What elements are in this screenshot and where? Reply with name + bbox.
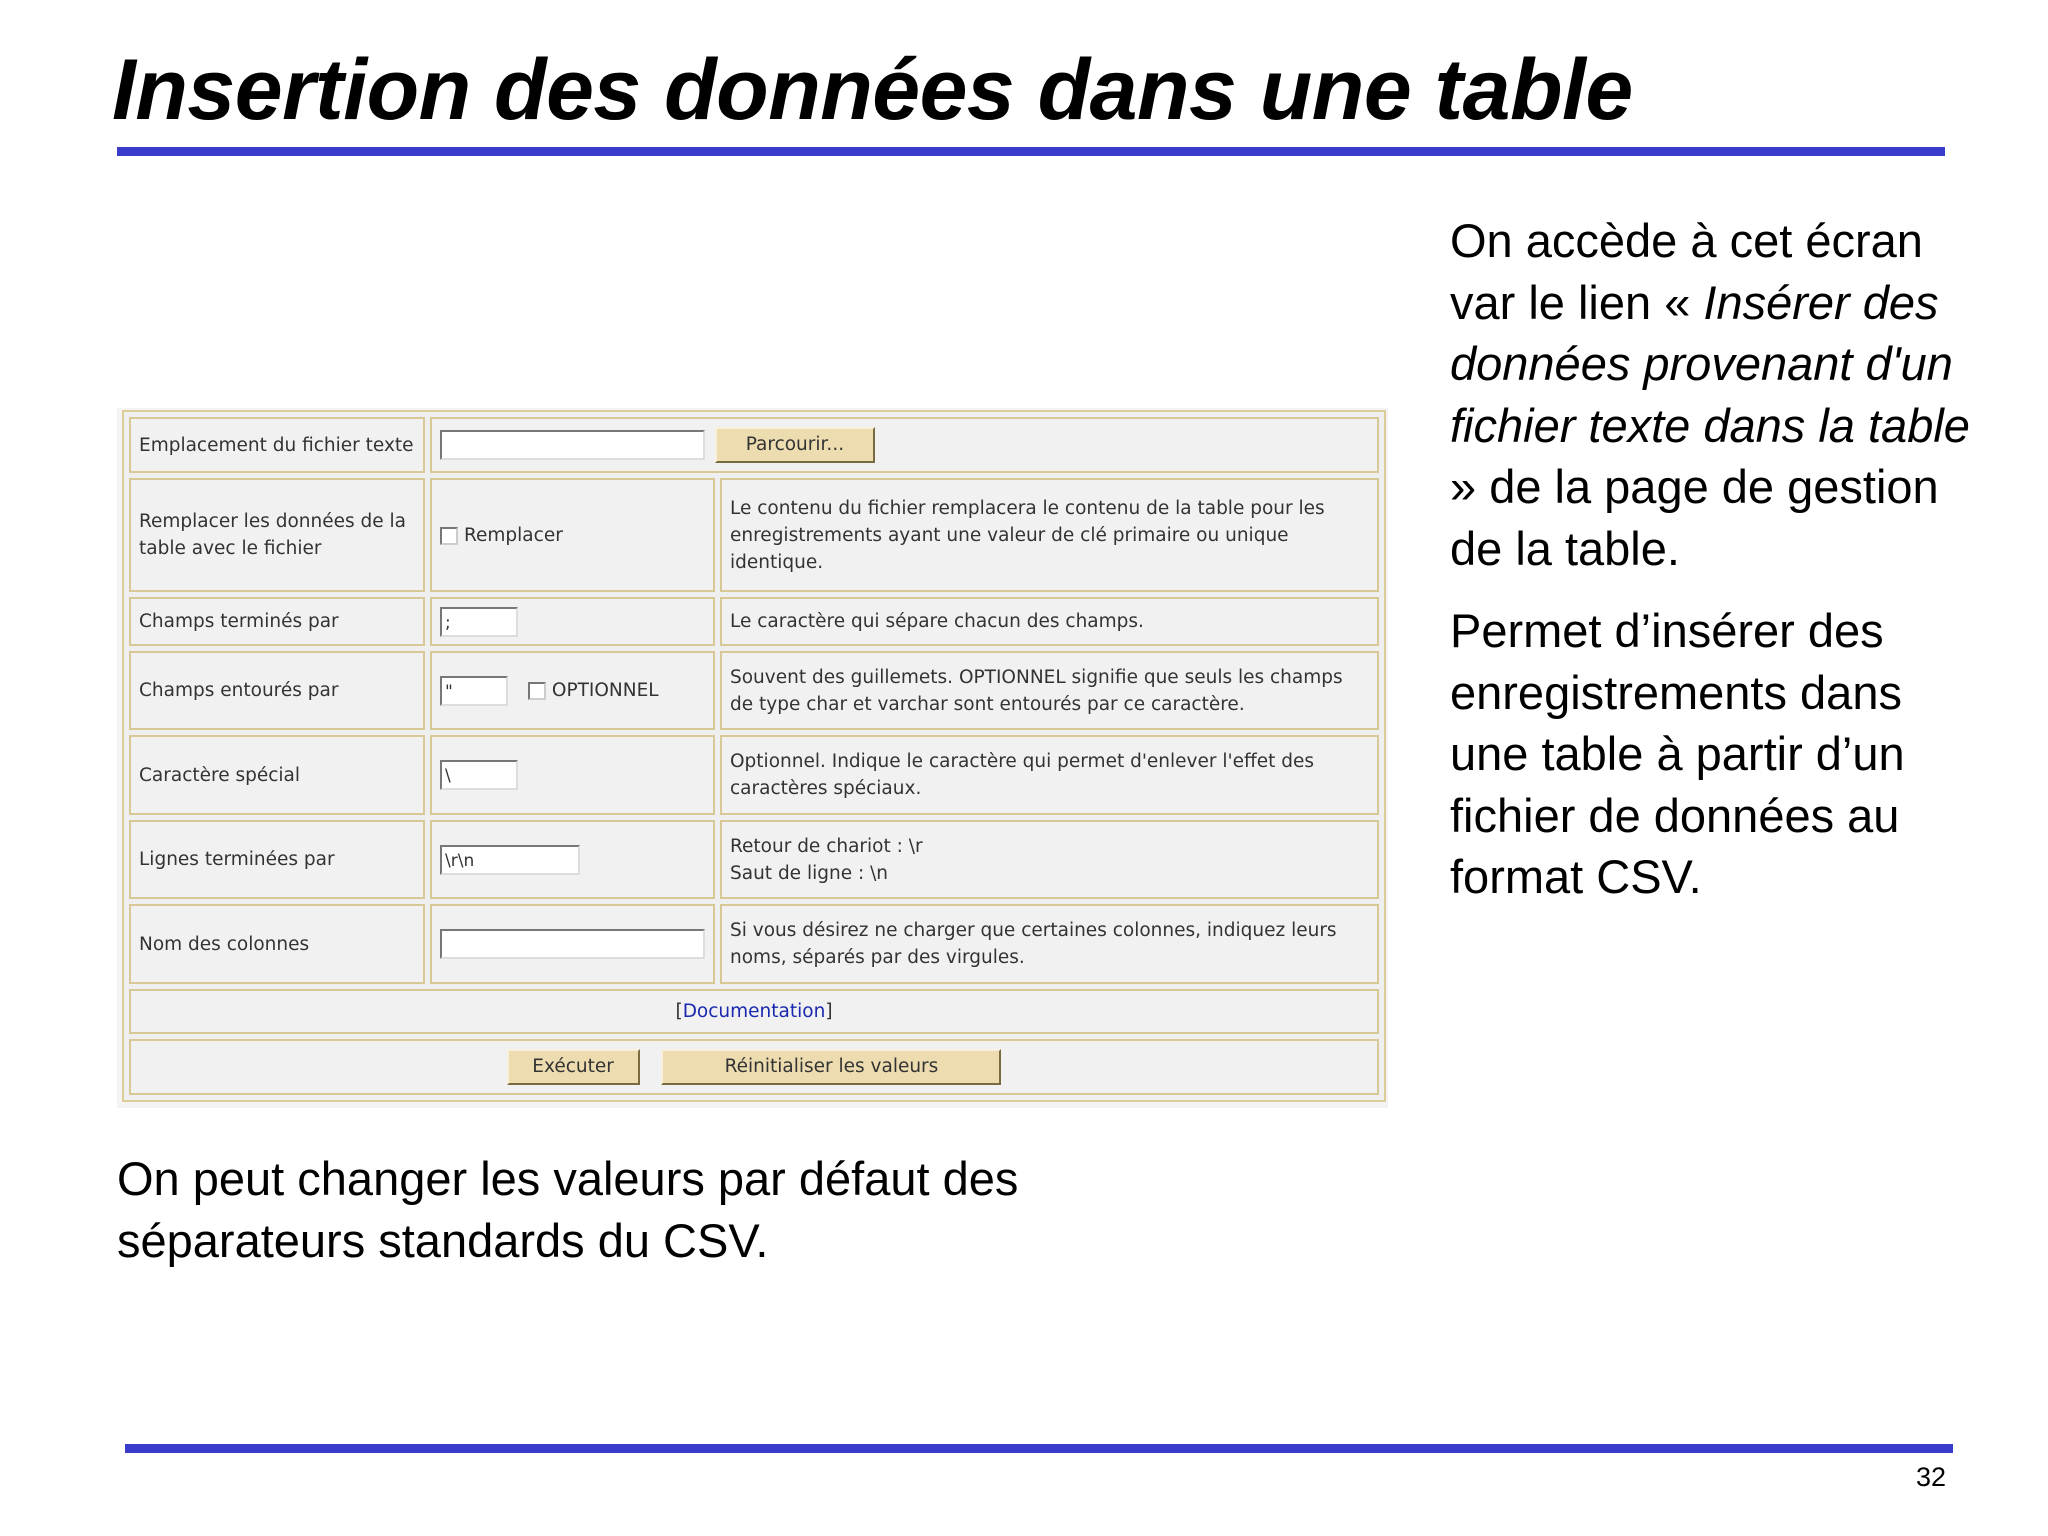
form-row-lines-terminated <box>129 820 1379 899</box>
fields-enclosed-help-text: Souvent des guillemets. OPTIONNEL signifie que seuls les champs de type char et varchar sont entourés par ce caractère. <box>720 651 1379 730</box>
slide-title: Insertion des données dans une table <box>112 42 1633 138</box>
import-form-table <box>122 410 1386 1102</box>
form-buttons-cell <box>129 1039 1379 1095</box>
replace-checkbox[interactable] <box>440 527 458 545</box>
form-row-fields-terminated <box>129 597 1379 646</box>
lines-terminated-input[interactable]: \r\n <box>440 845 580 875</box>
replace-help-text: Le contenu du fichier remplacera le contenu de la table pour les enregistrements ayant une valeur de clé primaire ou unique identique. <box>720 478 1379 592</box>
form-row-file <box>129 417 1379 473</box>
execute-button[interactable]: Exécuter <box>507 1049 640 1085</box>
reset-values-button[interactable]: Réinitialiser les valeurs <box>661 1049 1001 1085</box>
fields-terminated-input[interactable]: ; <box>440 607 518 637</box>
column-names-label: Nom des colonnes <box>129 904 425 983</box>
browse-button[interactable]: Parcourir... <box>715 427 875 463</box>
slide-caption: On peut changer les valeurs par défaut des séparateurs standards du CSV. <box>117 1152 1019 1267</box>
title-underline <box>117 147 1945 156</box>
fields-enclosed-input[interactable]: " <box>440 676 508 706</box>
form-row-column-names <box>129 904 1379 983</box>
lines-terminated-cell <box>430 820 715 899</box>
insert-data-link-name: Insérer des données provenant d'un fichier texte dans la table <box>1450 275 1970 452</box>
column-names-cell <box>430 904 715 983</box>
form-row-documentation <box>129 989 1379 1034</box>
lines-terminated-help-text <box>720 820 1379 899</box>
escape-char-help-text: Optionnel. Indique le caractère qui permet d'enlever l'effet des caractères spéciaux. <box>720 735 1379 814</box>
fields-enclosed-label: Champs entourés par <box>129 651 425 730</box>
file-location-cell <box>430 417 1379 473</box>
side-paragraph-purpose: Permet d’insérer des enregistrements dans une table à partir d’un fichier de données au format CSV. <box>1450 604 1905 903</box>
lines-terminated-label: Lignes terminées par <box>129 820 425 899</box>
line-feed-help: Saut de ligne : \n <box>730 862 889 884</box>
documentation-link[interactable]: Documentation <box>682 1000 826 1022</box>
side-paragraph-access: On accède à cet écran var le lien « Insérer des données provenant d'un fichier texte dans la table » de la page de gestion de la table. <box>1450 214 1970 575</box>
footer-rule <box>125 1444 1953 1453</box>
documentation-bracket-open: [ <box>675 1000 683 1022</box>
column-names-help-text: Si vous désirez ne charger que certaines colonnes, indiquez leurs noms, séparés par des virgules. <box>720 904 1379 983</box>
optional-checkbox[interactable] <box>528 682 546 700</box>
form-row-fields-enclosed <box>129 651 1379 730</box>
replace-checkbox-label: Remplacer <box>464 524 563 546</box>
documentation-bracket-close: ] <box>825 1000 833 1022</box>
optional-checkbox-label: OPTIONNEL <box>551 679 659 701</box>
replace-data-label: Remplacer les données de la table avec le fichier <box>129 478 425 592</box>
page-number: 32 <box>1915 1462 1946 1492</box>
escape-char-label: Caractère spécial <box>129 735 425 814</box>
documentation-cell <box>129 989 1379 1034</box>
escape-char-input[interactable]: \ <box>440 760 518 790</box>
phpmyadmin-import-screenshot <box>117 408 1388 1108</box>
fields-enclosed-cell <box>430 651 715 730</box>
form-row-replace <box>129 478 1379 592</box>
form-row-buttons <box>129 1039 1379 1095</box>
file-path-input[interactable] <box>440 430 705 460</box>
escape-char-cell <box>430 735 715 814</box>
file-location-label: Emplacement du fichier texte <box>129 417 425 473</box>
side-explanation <box>1450 210 1970 908</box>
fields-terminated-help-text: Le caractère qui sépare chacun des champs. <box>720 597 1379 646</box>
form-row-escape-char <box>129 735 1379 814</box>
replace-checkbox-cell <box>430 478 715 592</box>
fields-terminated-label: Champs terminés par <box>129 597 425 646</box>
fields-terminated-cell <box>430 597 715 646</box>
column-names-input[interactable] <box>440 929 705 959</box>
carriage-return-help: Retour de chariot : \r <box>730 835 923 857</box>
